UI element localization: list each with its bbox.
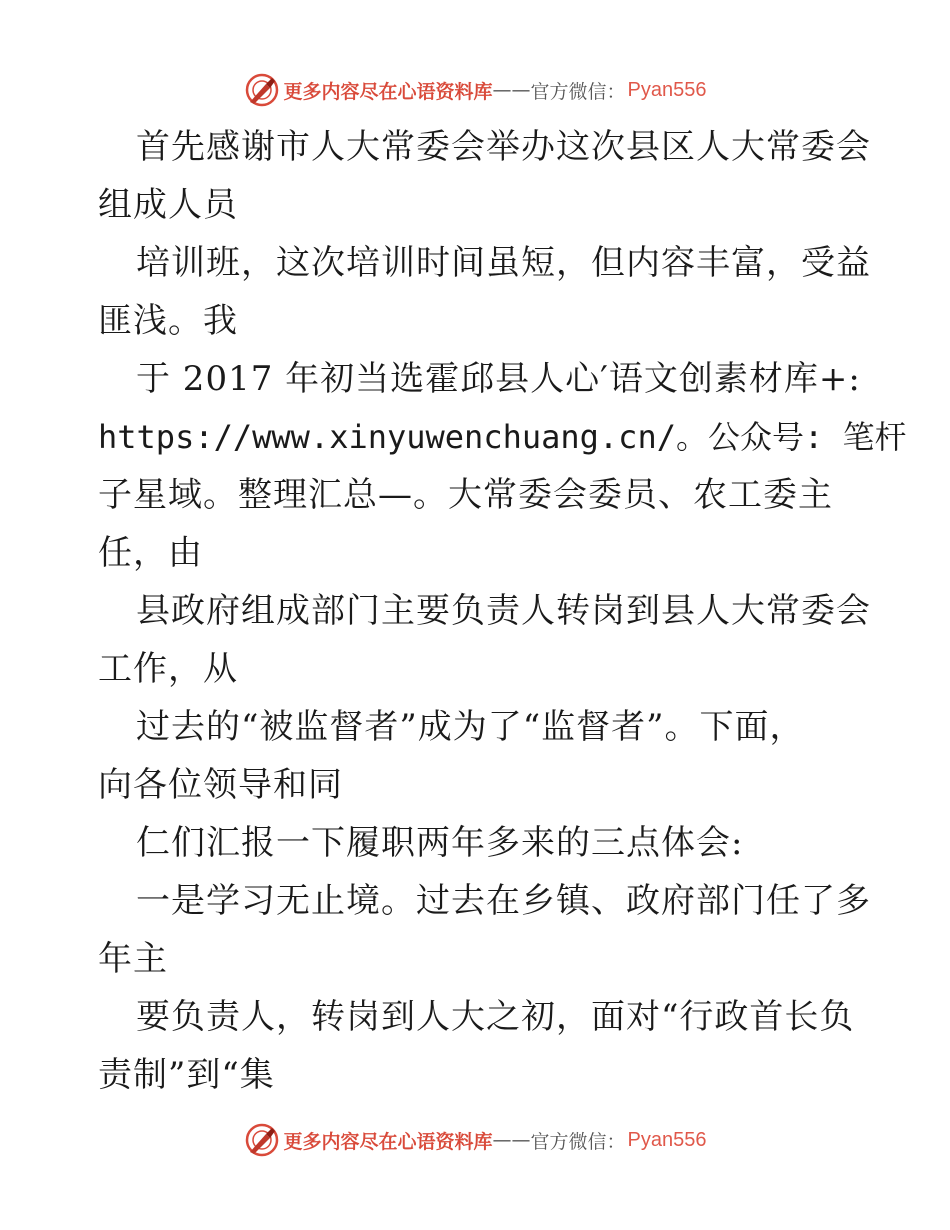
- text-line: 责制”到“集: [98, 1055, 275, 1095]
- footer-watermark: [0, 1120, 950, 1160]
- text-line: 子星域。整理汇总—。大常委会委员、农工委主: [98, 475, 833, 515]
- pen-logo-icon: [244, 1122, 280, 1158]
- text-line: 向各位领导和同: [98, 765, 343, 805]
- watermark-official-label: 官方微信：: [530, 1130, 626, 1153]
- text-line: 任，由: [98, 533, 203, 573]
- text-line: 工作，从: [98, 649, 238, 689]
- watermark-wechat-id: Pyan556: [627, 1128, 707, 1151]
- watermark-official-label: 官方微信：: [530, 80, 626, 103]
- text-line: 要负责人，转岗到人大之初，面对“行政首长负: [136, 997, 855, 1037]
- text-line: 匪浅。我: [98, 301, 238, 341]
- text-line: 仁们汇报一下履职两年多来的三点体会:: [136, 823, 744, 863]
- watermark-dash: ——: [492, 79, 531, 101]
- text-line: 培训班，这次培训时间虽短，但内容丰富，受益: [136, 243, 871, 283]
- watermark-wechat-id: Pyan556: [627, 78, 707, 101]
- text-line: 一是学习无止境。过去在乡镇、政府部门任了多: [136, 881, 871, 921]
- pen-logo-icon: [244, 72, 280, 108]
- watermark-dash: ——: [492, 1129, 531, 1151]
- text-line: 过去的“被监督者”成为了“监督者”。下面，: [136, 707, 805, 747]
- text-line: 县政府组成部门主要负责人转岗到县人大常委会: [136, 591, 871, 631]
- text-line: 首先感谢市人大常委会举办这次县区人大常委会: [136, 127, 871, 167]
- text-line: 年主: [98, 939, 168, 979]
- header-watermark: [0, 70, 950, 110]
- text-line: 组成人员: [98, 185, 238, 225]
- document-body: [98, 118, 907, 1104]
- watermark-brand: 更多内容尽在心语资料库: [283, 1130, 493, 1153]
- text-line: 于 2017 年初当选霍邱县人心′语文创素材库+:: [136, 359, 861, 399]
- watermark-brand: 更多内容尽在心语资料库: [283, 80, 493, 103]
- text-line-url: https://www.xinyuwenchuang.cn/。公众号: 笔杆: [98, 418, 907, 456]
